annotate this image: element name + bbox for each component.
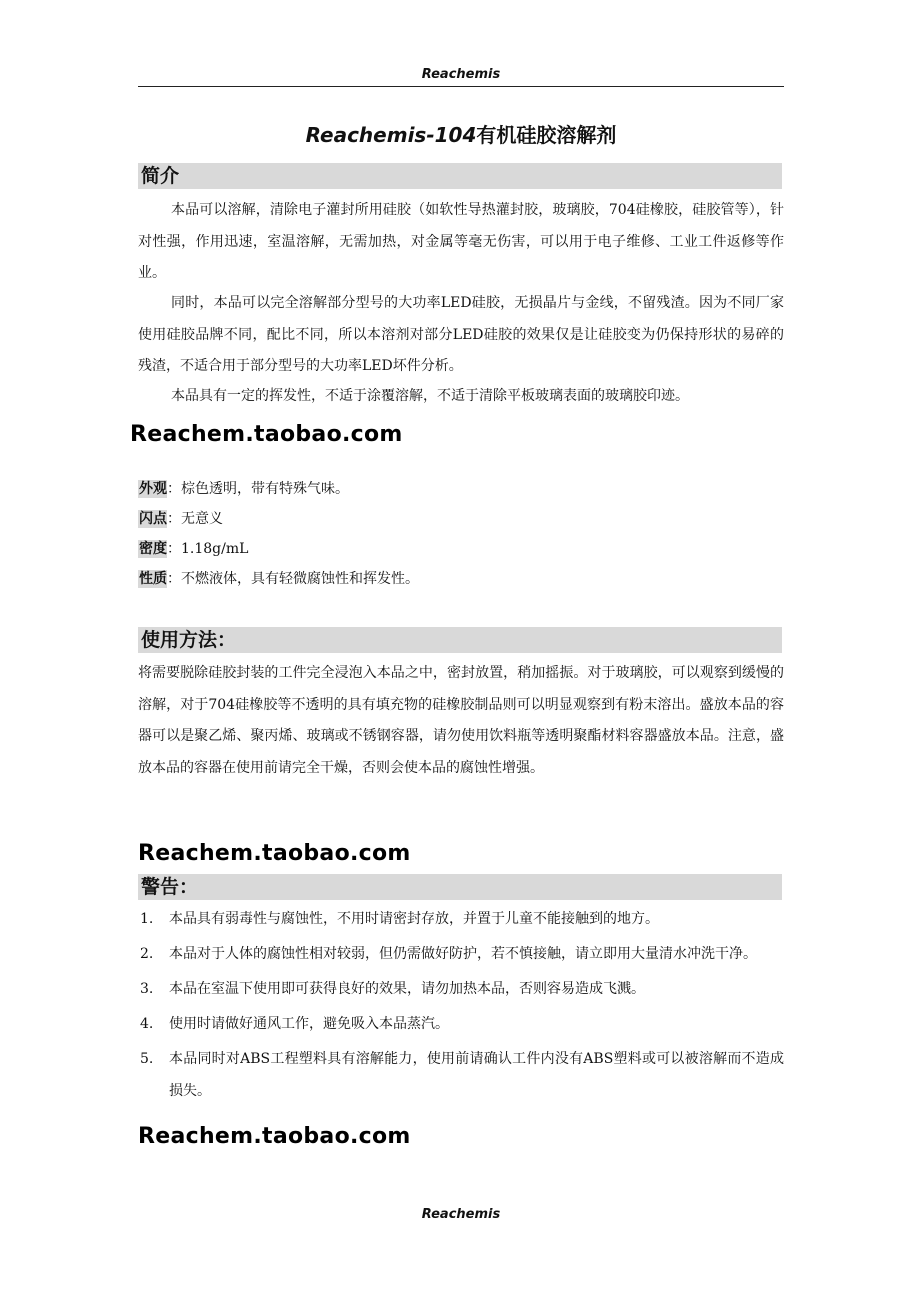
page-footer: Reachemis: [421, 1207, 501, 1222]
property-colon: ：: [167, 511, 181, 527]
shop-url-banner: Reachem.taobao.com: [138, 841, 411, 866]
property-value: 1.18g/mL: [181, 541, 249, 557]
shop-url-banner: Reachem.taobao.com: [138, 1124, 411, 1149]
warning-text: 本品同时对ABS工程塑料具有溶解能力，使用前请确认工件内没有ABS塑料或可以被溶解而不造成损失。: [169, 1051, 784, 1099]
document-title: [138, 120, 784, 150]
title-brand: Reachemis-104: [305, 123, 477, 147]
warning-number: 1.: [140, 911, 154, 927]
warning-item: [138, 1044, 784, 1107]
warning-number: 4.: [140, 1016, 154, 1032]
property-label: 性质: [139, 571, 167, 587]
page-header: Reachemis: [421, 67, 501, 82]
property-value: 无意义: [181, 511, 223, 527]
property-flash-point: [138, 508, 223, 530]
warning-number: 2.: [140, 946, 154, 962]
intro-paragraph: 本品具有一定的挥发性，不适于涂覆溶解，不适于清除平板玻璃表面的玻璃胶印迹。: [171, 388, 689, 404]
warning-item: [138, 939, 784, 971]
intro-heading: 简介: [138, 163, 782, 189]
warning-item: [138, 1009, 784, 1041]
property-colon: ：: [167, 481, 181, 497]
property-colon: ：: [167, 571, 181, 587]
property-label: 外观: [139, 481, 167, 497]
warning-item: [138, 974, 784, 1006]
property-colon: ：: [167, 541, 181, 557]
warning-number: 3.: [140, 981, 154, 997]
property-value: 棕色透明，带有特殊气味。: [181, 481, 349, 497]
warning-number: 5.: [140, 1051, 154, 1067]
warning-text: 本品具有弱毒性与腐蚀性，不用时请密封存放，并置于儿童不能接触到的地方。: [169, 911, 659, 927]
property-nature: [138, 568, 419, 590]
usage-heading: 使用方法：: [138, 627, 782, 653]
shop-url-banner: Reachem.taobao.com: [130, 422, 403, 447]
property-label: 密度: [139, 541, 167, 557]
warning-item: [138, 904, 784, 936]
warnings-heading: 警告：: [138, 874, 782, 900]
warning-text: 本品对于人体的腐蚀性相对较弱，但仍需做好防护，若不慎接触，请立即用大量清水冲洗干净。: [169, 946, 757, 962]
intro-paragraph: 同时，本品可以完全溶解部分型号的大功率LED硅胶，无损晶片与金线，不留残渣。因为不同厂家使用硅胶品牌不同，配比不同，所以本溶剂对部分LED硅胶的效果仅是让硅胶变为仍保持形状的易碎的残渣，不适合用于部分型号的大功率LED坏件分析。: [138, 295, 784, 374]
intro-paragraph: 本品可以溶解，清除电子灌封所用硅胶（如软性导热灌封胶，玻璃胶，704硅橡胶，硅胶管等），针对性强，作用迅速，室温溶解，无需加热，对金属等毫无伤害，可以用于电子维修、工业工件返修等作业。: [138, 202, 784, 281]
property-value: 不燃液体，具有轻微腐蚀性和挥发性。: [181, 571, 419, 587]
warnings-list: [138, 904, 784, 1111]
header-rule: [138, 86, 784, 87]
property-density: [138, 538, 248, 560]
warning-text: 本品在室温下使用即可获得良好的效果，请勿加热本品，否则容易造成飞溅。: [169, 981, 645, 997]
property-label: 闪点: [139, 511, 167, 527]
warning-text: 使用时请做好通风工作，避免吸入本品蒸汽。: [169, 1016, 449, 1032]
title-product-name: 有机硅胶溶解剂: [476, 123, 617, 147]
property-appearance: [138, 478, 349, 500]
usage-paragraph: 将需要脱除硅胶封装的工件完全浸泡入本品之中，密封放置，稍加摇振。对于玻璃胶，可以观察到缓慢的溶解，对于704硅橡胶等不透明的具有填充物的硅橡胶制品则可以明显观察到有粉末溶出。盛放本品的容器可以是聚乙烯、聚丙烯、玻璃或不锈钢容器，请勿使用饮料瓶等透明聚酯材料容器盛放本品。注意，盛放本品的容器在使用前请完全干燥，否则会使本品的腐蚀性增强。: [138, 665, 784, 776]
